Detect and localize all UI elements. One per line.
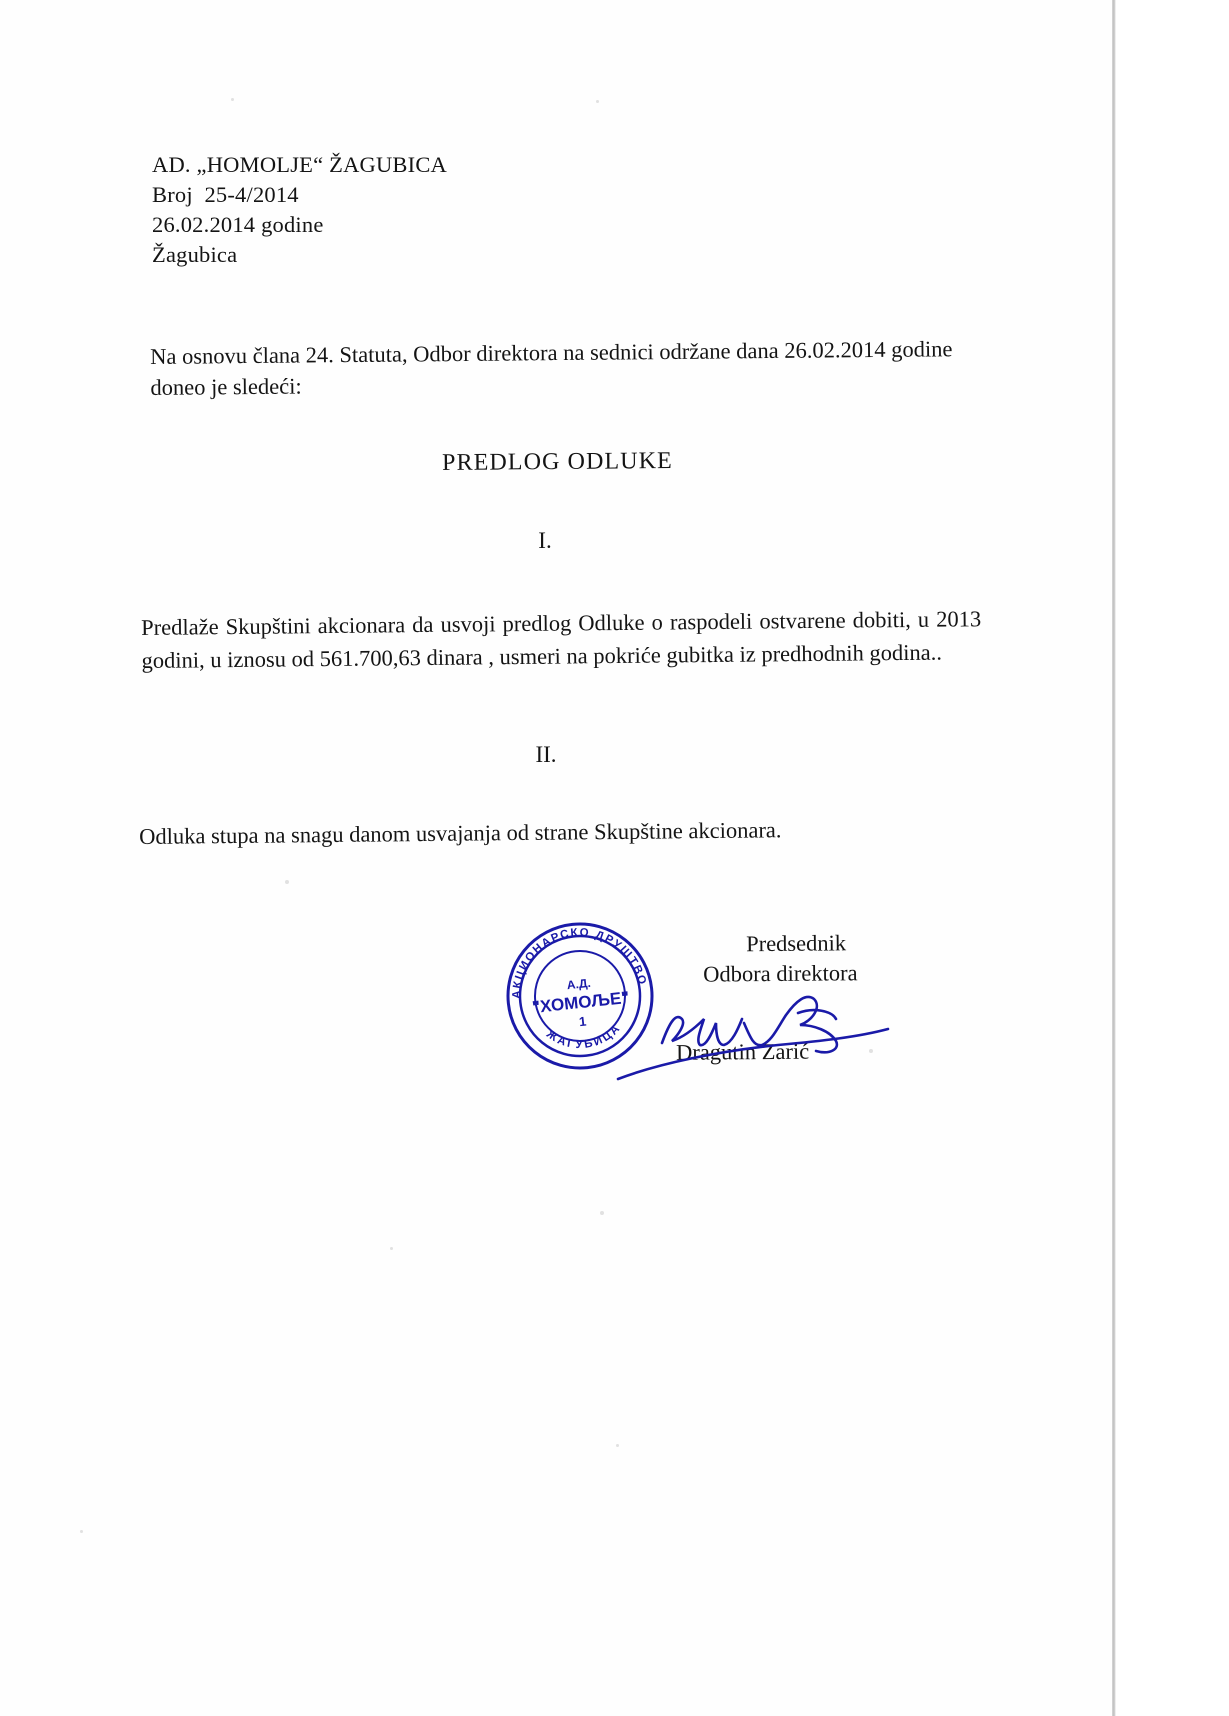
svg-text:1: 1 bbox=[578, 1013, 588, 1030]
scan-speck bbox=[600, 1211, 604, 1215]
scan-speck bbox=[285, 880, 289, 884]
official-stamp bbox=[496, 912, 663, 1079]
document-number: Broj 25-4/2014 bbox=[152, 182, 299, 207]
svg-text:ЖАГУБИЦА: ЖАГУБИЦА bbox=[544, 1021, 624, 1052]
scan-speck bbox=[390, 1247, 393, 1250]
page-title: PREDLOG ODLUKE bbox=[442, 447, 673, 477]
section-numeral-2: II. bbox=[535, 742, 557, 767]
signer-role-line1: Predsednik bbox=[746, 930, 847, 957]
letterhead bbox=[152, 150, 447, 270]
company-name: AD. „HOMOLJE“ ŽAGUBICA bbox=[152, 152, 447, 177]
document-date: 26.02.2014 godine bbox=[152, 212, 324, 237]
scan-speck bbox=[596, 100, 599, 103]
section-numeral-1: I. bbox=[538, 528, 552, 553]
signer-name: Dragutin Zarić bbox=[675, 1038, 810, 1065]
svg-text:"ХОМОЉЕ": "ХОМОЉЕ" bbox=[531, 987, 631, 1018]
section-text-2: Odluka stupa na snagu danom usvajanja od strane Skupštine akcionara. bbox=[139, 817, 782, 849]
scan-speck bbox=[616, 1444, 619, 1447]
intro-paragraph: Na osnovu člana 24. Statuta, Odbor direktora na sednici održane dana 26.02.2014 godine doneo je sledeći: bbox=[150, 336, 953, 400]
scan-speck bbox=[869, 1049, 873, 1053]
scan-speck bbox=[80, 1530, 83, 1533]
svg-text:А.Д.: А.Д. bbox=[566, 975, 592, 993]
signer-role-line2: Odbora direktora bbox=[703, 960, 858, 987]
scan-speck bbox=[231, 98, 234, 101]
section-text-1: Predlaže Skupštini akcionara da usvoji predlog Odluke o raspodeli ostvarene dobiti, u 2013 godini, u iznosu od 561.700,63 dinara , usmeri na pokriće gubitka iz predhodnih godina.. bbox=[141, 606, 982, 673]
document-place: Žagubica bbox=[152, 242, 238, 267]
signature-block bbox=[655, 927, 986, 1065]
background-gutter bbox=[1116, 0, 1229, 1716]
svg-text:АКЦИОНАРСКО ДРУШТВО: АКЦИОНАРСКО ДРУШТВО bbox=[510, 926, 649, 999]
